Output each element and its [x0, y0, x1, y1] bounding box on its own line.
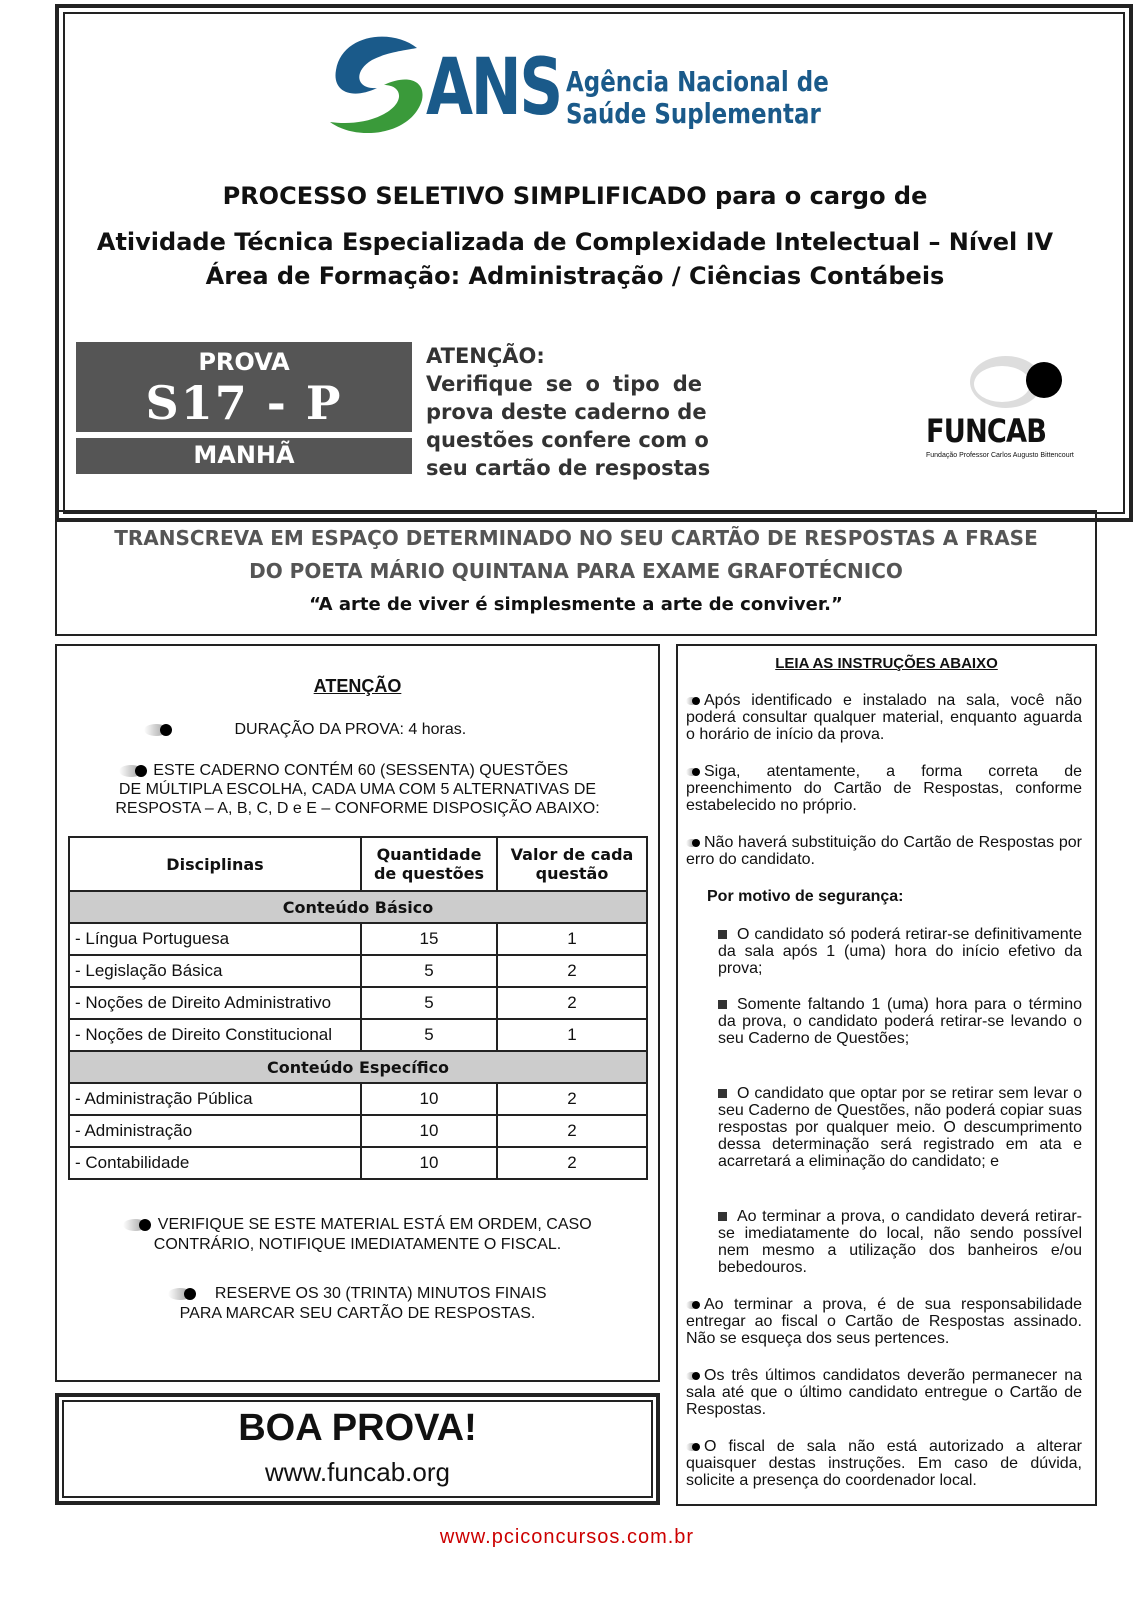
section-basico: Conteúdo Básico — [69, 891, 647, 923]
square-bullet-icon — [718, 1089, 727, 1098]
title-line3: Área de Formação: Administração / Ciências Contábeis — [205, 262, 945, 290]
cell-disc: - Contabilidade — [69, 1147, 361, 1179]
funcab-name: FUNCAB — [926, 412, 1047, 450]
bullet-dot-icon — [686, 1442, 700, 1452]
cell-disc: - Língua Portuguesa — [69, 923, 361, 955]
cell-qtd: 5 — [361, 955, 497, 987]
ans-logo — [322, 30, 832, 140]
verifique-line2: CONTRÁRIO, NOTIFIQUE IMEDIATAMENTE O FISCAL. — [153, 1236, 562, 1253]
bullet-dot-icon — [686, 767, 700, 777]
section-especifico: Conteúdo Específico — [69, 1051, 647, 1083]
reserve-line2: PARA MARCAR SEU CARTÃO DE RESPOSTAS. — [179, 1305, 536, 1322]
funcab-sub: Fundação Professor Carlos Augusto Bittencourt — [926, 452, 1074, 459]
table-row — [69, 955, 647, 987]
bullet-dot-icon — [686, 1300, 700, 1310]
left-heading: ATENÇÃO — [313, 676, 402, 696]
cell-disc: - Administração — [69, 1115, 361, 1147]
bullet-dot-icon — [686, 1371, 700, 1381]
cell-qtd: 10 — [361, 1147, 497, 1179]
transcreva-box — [55, 510, 1097, 636]
ans-swoosh-icon — [322, 30, 432, 140]
disciplinas-table — [68, 836, 648, 1180]
header-valor: Valor de cada questão — [497, 837, 647, 891]
instruction-item: Siga, atentamente, a forma correta de preenchimento do Cartão de Respostas, conforme estabelecido no próprio. — [686, 763, 1082, 814]
cell-qtd: 5 — [361, 1019, 497, 1051]
atencao-line3: questões confere com o — [426, 428, 709, 452]
table-row — [69, 1147, 647, 1179]
verifique-line1: VERIFIQUE SE ESTE MATERIAL ESTÁ EM ORDEM, CASO — [157, 1216, 592, 1233]
ans-name-line1: Agência Nacional de — [566, 65, 829, 98]
security-item: Ao terminar a prova, o candidato deverá retirar-se imediatamente do local, não sendo possível nem mesmo a utilização dos banheiros e/ou bebedouros. — [718, 1208, 1082, 1276]
caderno-line1: ESTE CADERNO CONTÉM 60 (SESSENTA) QUESTÕES — [153, 762, 569, 779]
square-bullet-icon — [718, 930, 727, 939]
transcreva-line1: TRANSCREVA EM ESPAÇO DETERMINADO NO SEU CARTÃO DE RESPOSTAS A FRASE — [114, 526, 1038, 550]
instruction-item: O fiscal de sala não está autorizado a alterar quaisquer destas instruções. Em caso de dúvida, solicite a presença do coordenador local. — [686, 1438, 1082, 1489]
verifique-block — [55, 1215, 660, 1255]
cell-val: 2 — [497, 987, 647, 1019]
header-disciplinas: Disciplinas — [69, 837, 361, 891]
caderno-block — [55, 761, 660, 818]
atencao-line4: seu cartão de respostas — [426, 456, 711, 480]
caderno-line3: RESPOSTA – A, B, C, D e E – CONFORME DISPOSIÇÃO ABAIXO: — [115, 800, 600, 817]
square-bullet-icon — [718, 1212, 727, 1221]
cell-qtd: 15 — [361, 923, 497, 955]
ans-name-line2: Saúde Suplementar — [566, 97, 821, 130]
bullet-dot-icon — [168, 1286, 198, 1302]
boa-prova-box — [55, 1393, 660, 1505]
boa-prova-title: BOA PROVA! — [238, 1407, 477, 1449]
table-header-row — [69, 837, 647, 891]
prova-code: S17 - P — [145, 376, 343, 430]
boa-prova-site: www.funcab.org — [265, 1457, 450, 1487]
bullet-dot-icon — [123, 1217, 153, 1233]
cell-val: 2 — [497, 1115, 647, 1147]
cell-disc: - Noções de Direito Administrativo — [69, 987, 361, 1019]
transcreva-line2: DO POETA MÁRIO QUINTANA PARA EXAME GRAFOTÉCNICO — [249, 559, 903, 583]
duracao-row — [144, 721, 466, 739]
bullet-dot-icon — [686, 838, 700, 848]
atencao-box — [426, 342, 710, 482]
title-line1: PROCESSO SELETIVO SIMPLIFICADO para o cargo de — [222, 182, 928, 210]
prova-label: PROVA — [198, 348, 290, 376]
cell-disc: - Noções de Direito Constitucional — [69, 1019, 361, 1051]
cell-disc: - Legislação Básica — [69, 955, 361, 987]
table-row — [69, 987, 647, 1019]
prova-turno-box — [76, 438, 412, 474]
square-bullet-icon — [718, 1000, 727, 1009]
security-item: O candidato só poderá retirar-se definitivamente da sala após 1 (uma) hora do início efetivo da prova; — [718, 926, 1082, 977]
instruction-item: Ao terminar a prova, é de sua responsabilidade entregar ao fiscal o Cartão de Respostas assinado. Não se esqueça dos seus pertences. — [686, 1296, 1082, 1347]
atencao-line1: Verifique se o tipo de — [426, 372, 702, 396]
cell-qtd: 5 — [361, 987, 497, 1019]
reserve-block — [55, 1284, 660, 1324]
cell-val: 1 — [497, 923, 647, 955]
footer-url[interactable]: www.pciconcursos.com.br — [439, 1526, 695, 1548]
table-row — [69, 1019, 647, 1051]
security-item: Somente faltando 1 (uma) hora para o término da prova, o candidato poderá retirar-se levando o seu Caderno de Questões; — [718, 996, 1082, 1047]
bullet-dot-icon — [686, 696, 700, 706]
cell-val: 1 — [497, 1019, 647, 1051]
bullet-dot-icon — [119, 763, 149, 779]
bullet-dot-icon — [144, 722, 174, 738]
table-row — [69, 923, 647, 955]
funcab-emblem-icon — [966, 350, 1066, 412]
instruction-item: Não haverá substituição do Cartão de Respostas por erro do candidato. — [686, 834, 1082, 868]
cell-val: 2 — [497, 1147, 647, 1179]
title-line2: Atividade Técnica Especializada de Complexidade Intelectual – Nível IV — [96, 228, 1054, 256]
table-row — [69, 1083, 647, 1115]
prova-turno: MANHÃ — [193, 441, 295, 469]
seguranca-heading: Por motivo de segurança: — [707, 888, 904, 905]
instruction-item: Os três últimos candidatos deverão permanecer na sala até que o último candidato entregue o Cartão de Respostas. — [686, 1367, 1082, 1418]
atencao-line2: prova deste caderno de — [426, 400, 707, 424]
instruction-item: Após identificado e instalado na sala, você não poderá consultar qualquer material, enquanto aguarda o horário de início da prova. — [686, 692, 1082, 743]
duracao-text: DURAÇÃO DA PROVA: 4 horas. — [234, 721, 467, 738]
caderno-line2: DE MÚLTIPLA ESCOLHA, CADA UMA COM 5 ALTERNATIVAS DE — [118, 781, 597, 798]
prova-code-box — [76, 342, 412, 432]
cell-val: 2 — [497, 1083, 647, 1115]
cell-qtd: 10 — [361, 1083, 497, 1115]
cell-val: 2 — [497, 955, 647, 987]
ans-acronym: ANS — [426, 43, 561, 133]
funcab-logo — [926, 350, 1074, 460]
header-quantidade: Quantidade de questões — [361, 837, 497, 891]
right-heading: LEIA AS INSTRUÇÕES ABAIXO — [775, 655, 998, 672]
transcreva-quote: “A arte de viver é simplesmente a arte de conviver.” — [309, 594, 843, 615]
reserve-line1: RESERVE OS 30 (TRINTA) MINUTOS FINAIS — [214, 1285, 547, 1302]
table-row — [69, 1115, 647, 1147]
atencao-heading: ATENÇÃO: — [426, 344, 545, 368]
cell-qtd: 10 — [361, 1115, 497, 1147]
security-item: O candidato que optar por se retirar sem levar o seu Caderno de Questões, não poderá copiar suas respostas por qualquer meio. O descumprimento dessa determinação será registrado em ata e acarretará a eliminação do candidato; e — [718, 1085, 1082, 1170]
cell-disc: - Administração Pública — [69, 1083, 361, 1115]
